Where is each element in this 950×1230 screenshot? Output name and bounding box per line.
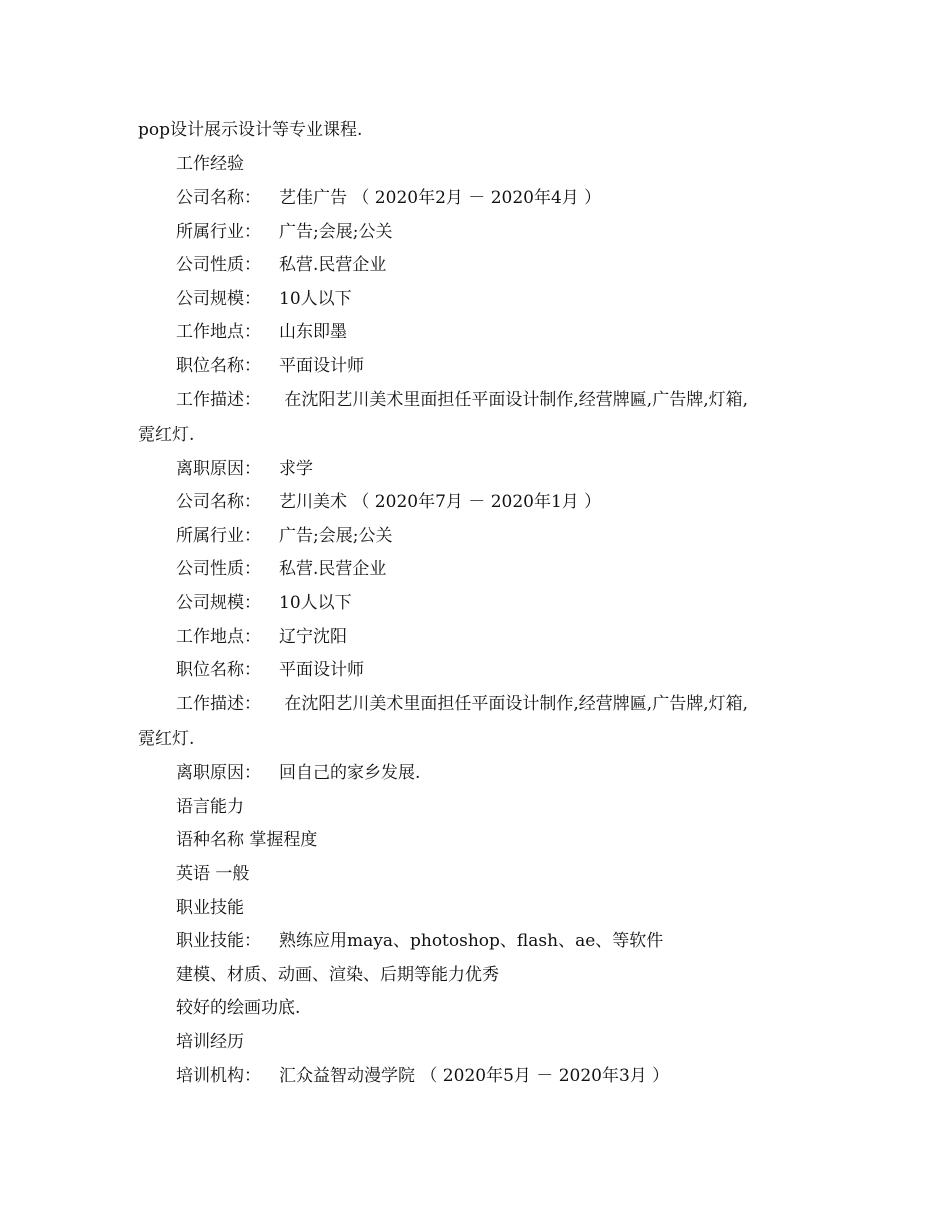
position-value: 平面设计师 <box>279 660 364 680</box>
size-value: 10人以下 <box>279 593 352 613</box>
leave-reason-value: 回自己的家乡发展. <box>279 763 421 783</box>
size-label: 公司规模： <box>176 289 261 309</box>
leave-reason-label: 离职原因： <box>176 763 261 783</box>
company-label: 公司名称： <box>176 492 261 512</box>
job-2-position <box>176 659 364 681</box>
job-2-description <box>176 693 748 715</box>
industry-value: 广告;会展;公关 <box>279 526 393 546</box>
size-value: 10人以下 <box>279 289 352 309</box>
leave-reason-label: 离职原因： <box>176 459 261 479</box>
company-label: 公司名称： <box>176 188 261 208</box>
job-1-description-cont: 霓红灯. <box>138 425 195 445</box>
nature-label: 公司性质： <box>176 559 261 579</box>
position-label: 职位名称： <box>176 660 261 680</box>
position-label: 职位名称： <box>176 356 261 376</box>
skills-line-2: 建模、材质、动画、渲染、后期等能力优秀 <box>176 965 499 985</box>
location-label: 工作地点： <box>176 322 261 342</box>
training-label: 培训机构： <box>176 1066 261 1086</box>
nature-value: 私营.民营企业 <box>279 559 387 579</box>
language-table-header: 语种名称 掌握程度 <box>176 830 318 850</box>
position-value: 平面设计师 <box>279 356 364 376</box>
job-1-leave-reason <box>176 458 313 480</box>
intro-text: pop设计展示设计等专业课程. <box>138 120 363 140</box>
location-value: 辽宁沈阳 <box>279 627 347 647</box>
job-2-industry <box>176 525 392 547</box>
industry-value: 广告;会展;公关 <box>279 222 393 242</box>
training-section-title: 培训经历 <box>176 1032 244 1052</box>
job-2-description-cont: 霓红灯. <box>138 729 195 749</box>
skills-line-3: 较好的绘画功底. <box>176 998 301 1018</box>
job-2-size <box>176 592 352 614</box>
company-value: 艺佳广告 （ 2020年2月 － 2020年4月 ） <box>279 188 602 208</box>
leave-reason-value: 求学 <box>279 459 313 479</box>
job-1-industry <box>176 221 392 243</box>
job-1-description <box>176 389 748 411</box>
job-1-location <box>176 321 347 343</box>
industry-label: 所属行业： <box>176 526 261 546</box>
description-value: 在沈阳艺川美术里面担任平面设计制作,经营牌匾,广告牌,灯箱, <box>279 390 749 410</box>
job-1-size <box>176 288 352 310</box>
job-2-nature <box>176 558 386 580</box>
nature-label: 公司性质： <box>176 255 261 275</box>
company-value: 艺川美术 （ 2020年7月 － 2020年1月 ） <box>279 492 602 512</box>
job-1-nature <box>176 254 386 276</box>
nature-value: 私营.民营企业 <box>279 255 387 275</box>
industry-label: 所属行业： <box>176 222 261 242</box>
size-label: 公司规模： <box>176 593 261 613</box>
language-section-title: 语言能力 <box>176 797 244 817</box>
description-label: 工作描述： <box>176 694 261 714</box>
description-label: 工作描述： <box>176 390 261 410</box>
work-section-title: 工作经验 <box>176 154 244 174</box>
training-value: 汇众益智动漫学院 （ 2020年5月 － 2020年3月 ） <box>279 1066 670 1086</box>
job-1-position <box>176 355 364 377</box>
skills-value: 熟练应用maya、photoshop、flash、ae、等软件 <box>279 931 664 951</box>
job-1-company <box>176 187 601 209</box>
job-2-company <box>176 491 601 513</box>
skills-label: 职业技能： <box>176 931 261 951</box>
description-value: 在沈阳艺川美术里面担任平面设计制作,经营牌匾,广告牌,灯箱, <box>279 694 749 714</box>
job-2-location <box>176 626 347 648</box>
training-line <box>176 1065 669 1087</box>
skills-line-1 <box>176 930 663 952</box>
skills-section-title: 职业技能 <box>176 898 244 918</box>
location-label: 工作地点： <box>176 627 261 647</box>
job-2-leave-reason <box>176 762 420 784</box>
language-row: 英语 一般 <box>176 864 250 884</box>
location-value: 山东即墨 <box>279 322 347 342</box>
